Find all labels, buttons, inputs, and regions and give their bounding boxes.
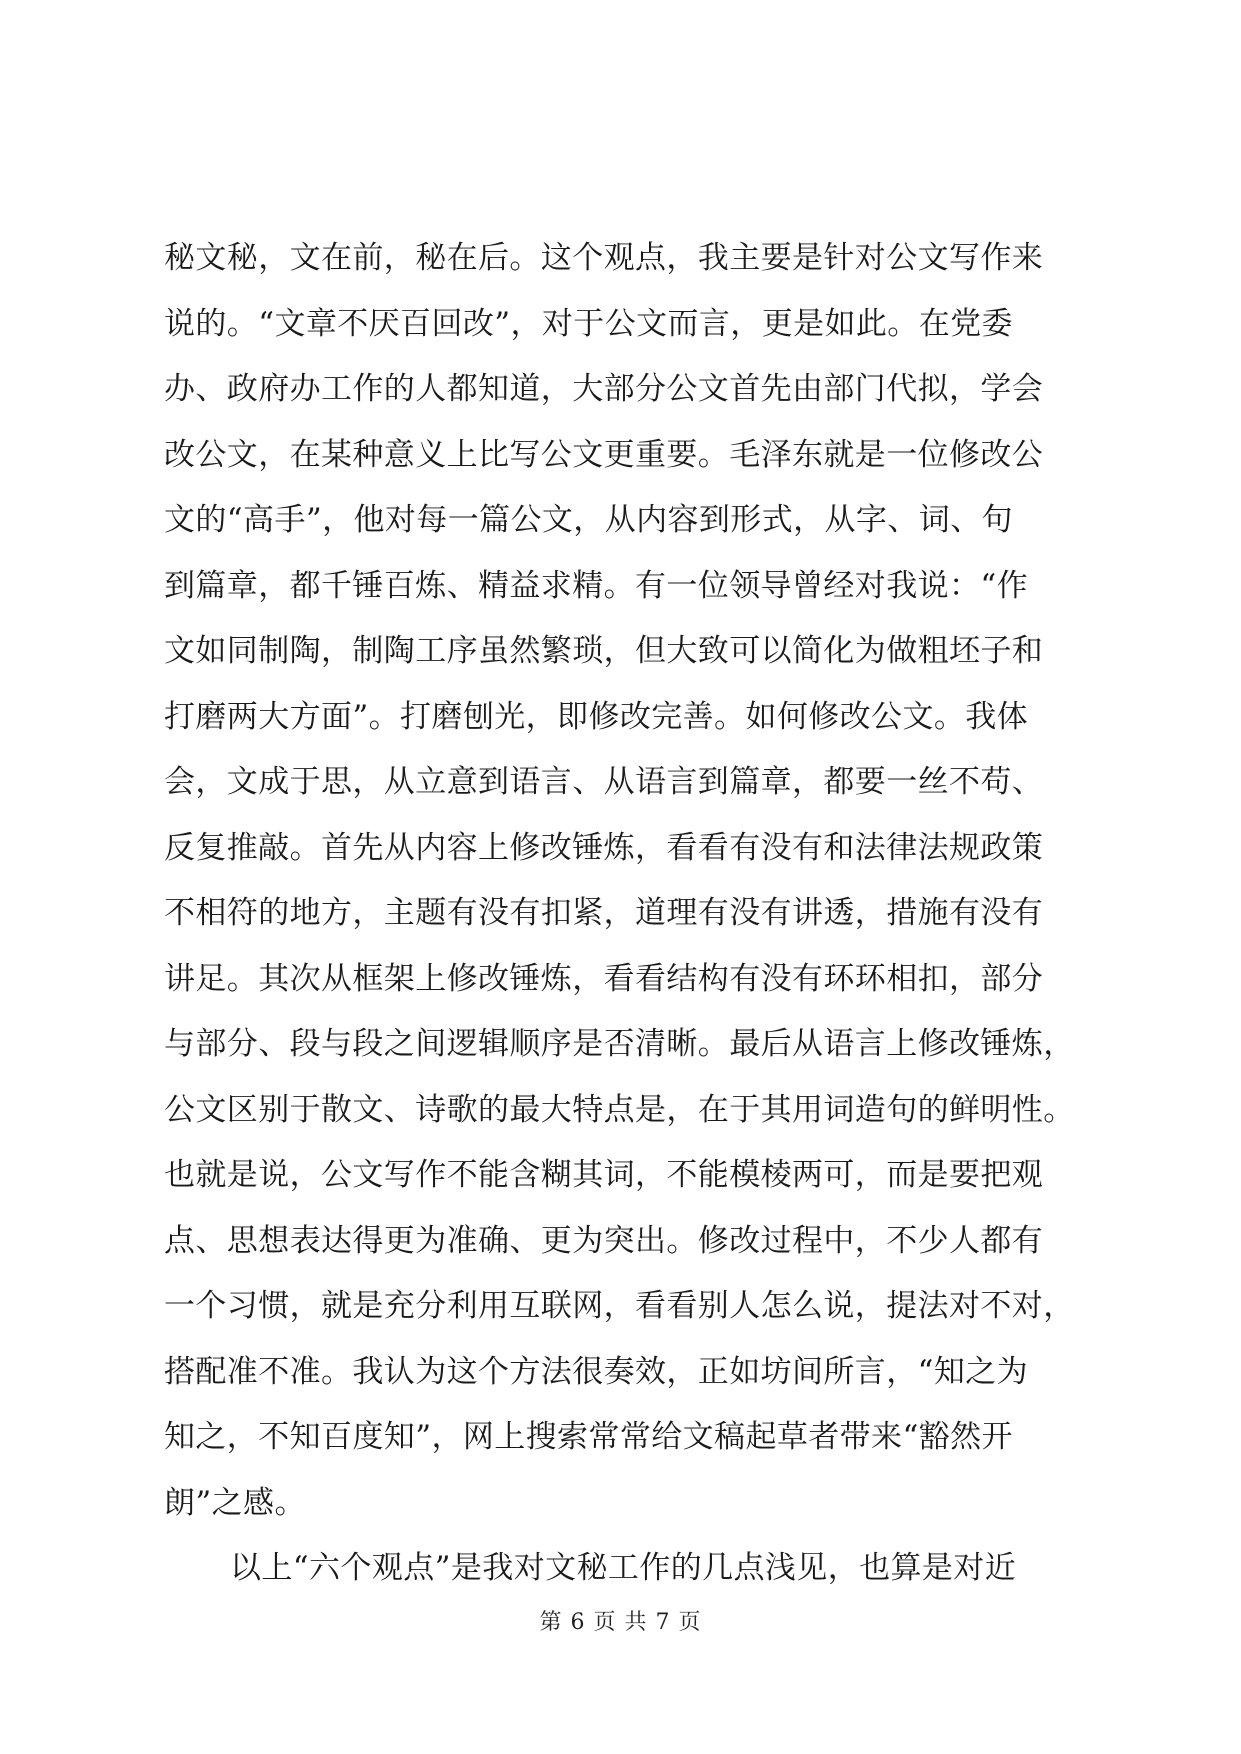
text-line: 与部分、段与段之间逻辑顺序是否清晰。最后从语言上修改锤炼， xyxy=(164,1026,1075,1062)
text-line: 文的“高手”，他对每一篇公文，从内容到形式，从字、词、句 xyxy=(164,502,1013,538)
text-line: 打磨两大方面”。打磨刨光，即修改完善。如何修改公文。我体 xyxy=(164,698,1029,735)
text-line: 也就是说，公文写作不能含糊其词，不能模棱两可，而是要把观 xyxy=(164,1157,1044,1193)
page-number-footer: 第 6 页 共 7 页 xyxy=(539,1610,702,1635)
text-line: 文如同制陶，制陶工序虽然繁琐，但大致可以简化为做粗坯子和 xyxy=(164,633,1044,669)
text-line: 秘文秘，文在前，秘在后。这个观点，我主要是针对公文写作来 xyxy=(164,240,1044,276)
text-line: 点、思想表达得更为准确、更为突出。修改过程中，不少人都有 xyxy=(164,1222,1044,1259)
text-line: 会，文成于思，从立意到语言、从语言到篇章，都要一丝不苟、 xyxy=(164,764,1044,800)
text-line: 到篇章，都千锤百炼、精益求精。有一位领导曾经对我说：“作 xyxy=(164,567,1029,604)
text-line: 公文区别于散文、诗歌的最大特点是，在于其用词造句的鲜明性。 xyxy=(164,1091,1075,1128)
text-line: 知之，不知百度知”，网上搜索常常给文稿起草者带来“豁然开 xyxy=(164,1419,1013,1455)
text-line: 反复推敲。首先从内容上修改锤炼，看看有没有和法律法规政策 xyxy=(164,829,1044,866)
text-line: 讲足。其次从框架上修改锤炼，看看结构有没有环环相扣，部分 xyxy=(164,960,1044,997)
text-line: 一个习惯，就是充分利用互联网，看看别人怎么说，提法对不对， xyxy=(164,1288,1075,1324)
text-line: 改公文，在某种意义上比写公文更重要。毛泽东就是一位修改公 xyxy=(164,436,1044,473)
document-body xyxy=(164,226,1084,1602)
text-line: 说的。“文章不厌百回改”，对于公文而言，更是如此。在党委 xyxy=(164,305,1013,342)
text-line: 朗”之感。 xyxy=(164,1484,306,1521)
text-line: 办、政府办工作的人都知道，大部分公文首先由部门代拟，学会 xyxy=(164,371,1044,407)
text-line: 不相符的地方，主题有没有扣紧，道理有没有讲透，措施有没有 xyxy=(164,895,1044,931)
text-line: 以上“六个观点”是我对文秘工作的几点浅见，也算是对近 xyxy=(230,1550,1017,1586)
text-line: 搭配准不准。我认为这个方法很奏效，正如坊间所言，“知之为 xyxy=(164,1353,1029,1390)
